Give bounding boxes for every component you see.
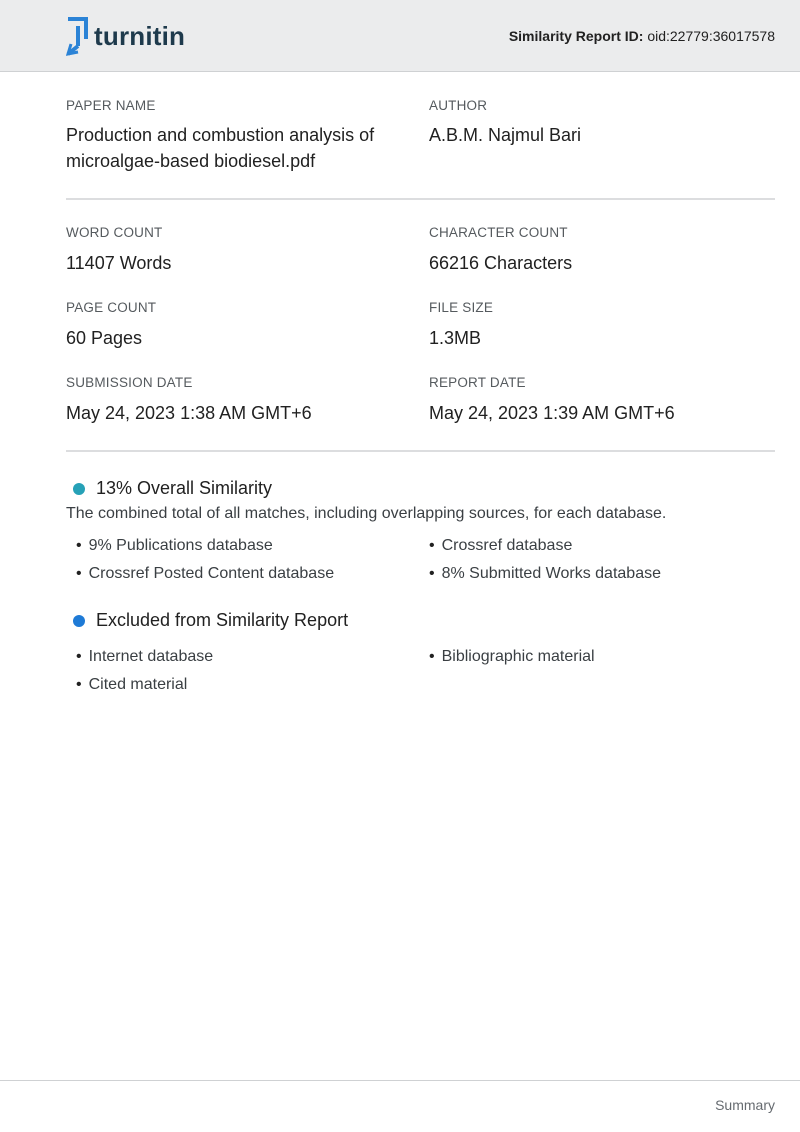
similarity-report-id xyxy=(509,28,775,44)
excluded-heading xyxy=(73,610,348,631)
similarity-description: The combined total of all matches, including overlapping sources, for each database. xyxy=(66,505,667,522)
page-count-label: PAGE COUNT xyxy=(66,300,157,315)
character-count-label: CHARACTER COUNT xyxy=(429,225,568,240)
similarity-item-submitted-works: • 8% Submitted Works database xyxy=(429,565,661,583)
author-label: AUTHOR xyxy=(429,98,488,113)
report-id-value: oid:22779:36017578 xyxy=(647,28,775,44)
turnitin-logo-icon xyxy=(66,16,90,56)
report-date-label: REPORT DATE xyxy=(429,375,526,390)
divider-2 xyxy=(66,450,775,452)
logo-text: turnitin xyxy=(94,20,186,51)
similarity-item-crossref-posted: • Crossref Posted Content database xyxy=(76,565,334,583)
page-count-value: 60 Pages xyxy=(66,328,143,348)
submission-date-label: SUBMISSION DATE xyxy=(66,375,193,390)
overall-similarity-title: 13% Overall Similarity xyxy=(96,478,273,498)
file-size-label: FILE SIZE xyxy=(429,300,494,315)
excluded-item-cited: • Cited material xyxy=(76,676,187,694)
footer-divider xyxy=(0,1080,800,1081)
word-count-label: WORD COUNT xyxy=(66,225,163,240)
report-id-label: Similarity Report ID: xyxy=(508,28,644,44)
submission-date-value: May 24, 2023 1:38 AM GMT+6 xyxy=(66,403,312,423)
file-size-value: 1.3MB xyxy=(429,328,482,348)
overall-similarity-heading xyxy=(73,478,272,499)
report-date-value: May 24, 2023 1:39 AM GMT+6 xyxy=(429,403,675,423)
turnitin-logo xyxy=(66,16,185,56)
excluded-item-bibliographic: • Bibliographic material xyxy=(429,648,595,666)
author-value: A.B.M. Najmul Bari xyxy=(429,125,582,145)
divider-1 xyxy=(66,198,775,200)
character-count-value: 66216 Characters xyxy=(429,253,573,273)
paper-name-line2: microalgae-based biodiesel.pdf xyxy=(66,151,316,171)
paper-name-label: PAPER NAME xyxy=(66,98,156,113)
footer-summary-label: Summary xyxy=(715,1097,775,1113)
similarity-dot-icon xyxy=(73,483,85,495)
report-header xyxy=(0,0,800,72)
similarity-item-crossref: • Crossref database xyxy=(429,537,572,555)
excluded-dot-icon xyxy=(73,615,85,627)
similarity-item-publications: • 9% Publications database xyxy=(76,537,273,555)
paper-name-line1: Production and combustion analysis of xyxy=(66,125,375,145)
excluded-item-internet: • Internet database xyxy=(76,648,213,666)
excluded-title: Excluded from Similarity Report xyxy=(96,610,349,630)
word-count-value: 11407 Words xyxy=(66,253,172,273)
